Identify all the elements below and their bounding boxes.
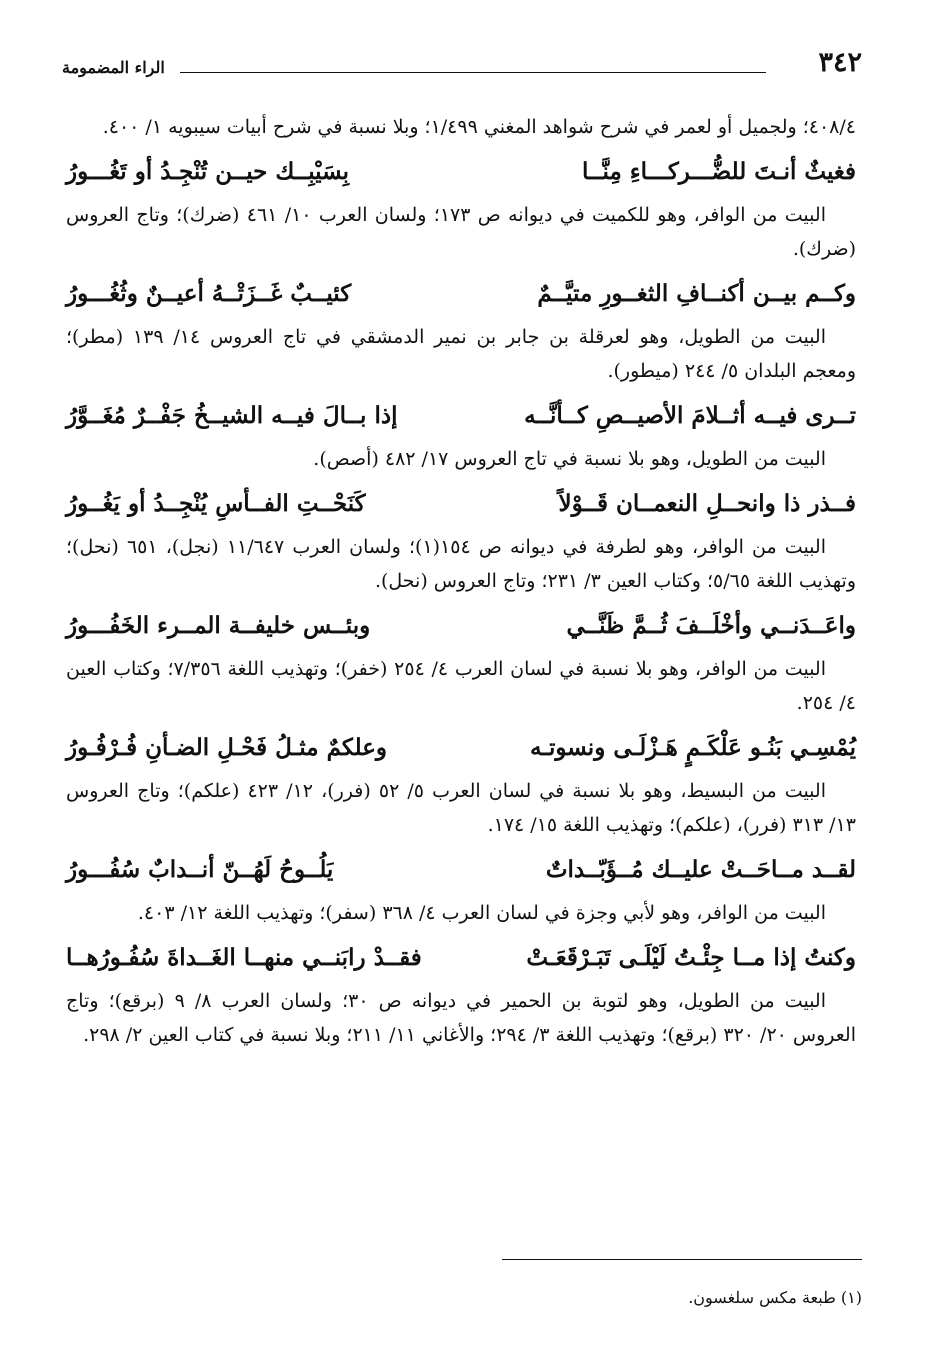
verse-line	[66, 730, 856, 766]
verse-second-hemistich: كَنَحْــتِ الفــأسِ يُنْجِــدُ أو يَغُــورُ	[66, 490, 366, 517]
verse-second-hemistich: بِسَيْبِــك حيــن تُنْجِـدُ أو تَغُـــورُ	[66, 158, 350, 185]
footnote-rule	[502, 1259, 862, 1260]
page-body	[66, 110, 856, 1052]
verse-line	[66, 486, 856, 522]
verse-first-hemistich: وكنتُ إذا مــا جِئْـتُ لَيْلَـى تَبَـرْقَعَـتْ	[526, 944, 856, 971]
verse-note: البيت من الطويل، وهو لتوبة بن الحمير في ديوانه ص ٣٠؛ ولسان العرب ٨/ ٩ (برقع)؛ وتاج العروس ٢٠/ ٣٢٠ (برقع)؛ وتهذيب اللغة ٣/ ٢٩٤؛ والأغاني ١١/ ٢١١؛ وبلا نسبة في كتاب العين ٢/ ٢٩٨.	[66, 990, 856, 1046]
header-rule	[180, 72, 766, 73]
verse-note: البيت من الوافر، وهو للكميت في ديوانه ص ١٧٣؛ ولسان العرب ١٠/ ٤٦١ (ضرك)؛ وتاج العروس (ضرك).	[66, 204, 856, 260]
verse-note: البيت من الوافر، وهو لأبي وجزة في لسان العرب ٤/ ٣٦٨ (سفر)؛ وتهذيب اللغة ١٢/ ٤٠٣.	[137, 902, 826, 924]
verse-first-hemistich: واعَــدَنــي وأخْلَــفَ ثُــمَّ ظَنَّــي	[566, 612, 856, 639]
running-title: الراء المضمومة	[62, 58, 165, 77]
verse-second-hemistich: إذا بــالَ فيــه الشيــخُ جَفْــرٌ مُغَــوَّرُ	[66, 402, 398, 429]
verse-line	[66, 398, 856, 434]
verse-second-hemistich: وبئــس خليفــة المــرء الخَفُـــورُ	[66, 612, 371, 639]
verse-first-hemistich: تــرى فيــه أثــلامَ الأصيــصِ كــأنَّــه	[524, 402, 856, 429]
verse-second-hemistich: فقــدْ رابَنــي منهــا الغَــداةَ سُفُـورُهــا	[66, 944, 422, 971]
verse-first-hemistich: يُمْسِـي بَنُـو عَلْكَـمٍ هَـزْلَـى ونسوتـه	[529, 734, 856, 761]
verse-line	[66, 940, 856, 976]
verse-line	[66, 608, 856, 644]
verse-note: البيت من الوافر، وهو بلا نسبة في لسان العرب ٤/ ٢٥٤ (خفر)؛ وتهذيب اللغة ٧/٣٥٦؛ وكتاب العين ٤/ ٢٥٤.	[66, 658, 856, 714]
verse-first-hemistich: فغيثٌ أنـتَ للضُّـــركـــاءِ مِنَّــا	[582, 158, 856, 185]
intro-paragraph: ٤٠٨/٤؛ ولجميل أو لعمر في شرح شواهد المغني ١/٤٩٩؛ وبلا نسبة في شرح أبيات سيبويه ١/ ٤٠٠.	[102, 116, 856, 138]
footnote: (١) طبعة مكس سلغسون.	[688, 1288, 862, 1307]
verse-note: البيت من البسيط، وهو بلا نسبة في لسان العرب ٥/ ٥٢ (فرر)، ١٢/ ٤٢٣ (علكم)؛ وتاج العروس ١٣/ ٣١٣ (فرر)، (علكم)؛ وتهذيب اللغة ١٥/ ١٧٤.	[66, 780, 856, 836]
page-header	[62, 48, 862, 84]
verse-note: البيت من الوافر، وهو لطرفة في ديوانه ص ١٥٤(١)؛ ولسان العرب ١١/٦٤٧ (نجل)، ٦٥١ (نحل)؛ وتهذيب اللغة ٥/٦٥؛ وكتاب العين ٣/ ٢٣١؛ وتاج العروس (نحل).	[66, 536, 856, 592]
verse-second-hemistich: كئيــبٌ غَــزَتْــهُ أعيــنٌ وثُغُـــورُ	[66, 280, 352, 307]
verse-second-hemistich: يَلُــوحُ لَهُــنّ أنــدابٌ سُفُـــورُ	[66, 856, 334, 883]
verse-first-hemistich: لقــد مــاحَــتْ عليــك مُــؤَبّــداتٌ	[545, 856, 856, 883]
verse-first-hemistich: وكــم بيــن أكنــافِ الثغــورِ متيَّــمٌ	[537, 280, 856, 307]
verse-line	[66, 852, 856, 888]
verse-line	[66, 154, 856, 190]
verse-note: البيت من الطويل، وهو بلا نسبة في تاج العروس ١٧/ ٤٨٢ (أصص).	[313, 448, 826, 470]
verse-line	[66, 276, 856, 312]
verse-second-hemistich: وعلكمٌ مثـلُ فَحْـلِ الضـأنِ فُـرْفُـورُ	[66, 734, 388, 761]
page-number: ٣٤٢	[818, 47, 862, 78]
verse-first-hemistich: فــذر ذا وانحــلِ النعمــان قَــوْلاً	[558, 490, 856, 517]
verse-note: البيت من الطويل، وهو لعرقلة بن جابر بن نمير الدمشقي في تاج العروس ١٤/ ١٣٩ (مطر)؛ ومعجم البلدان ٥/ ٢٤٤ (ميطور).	[66, 326, 856, 382]
